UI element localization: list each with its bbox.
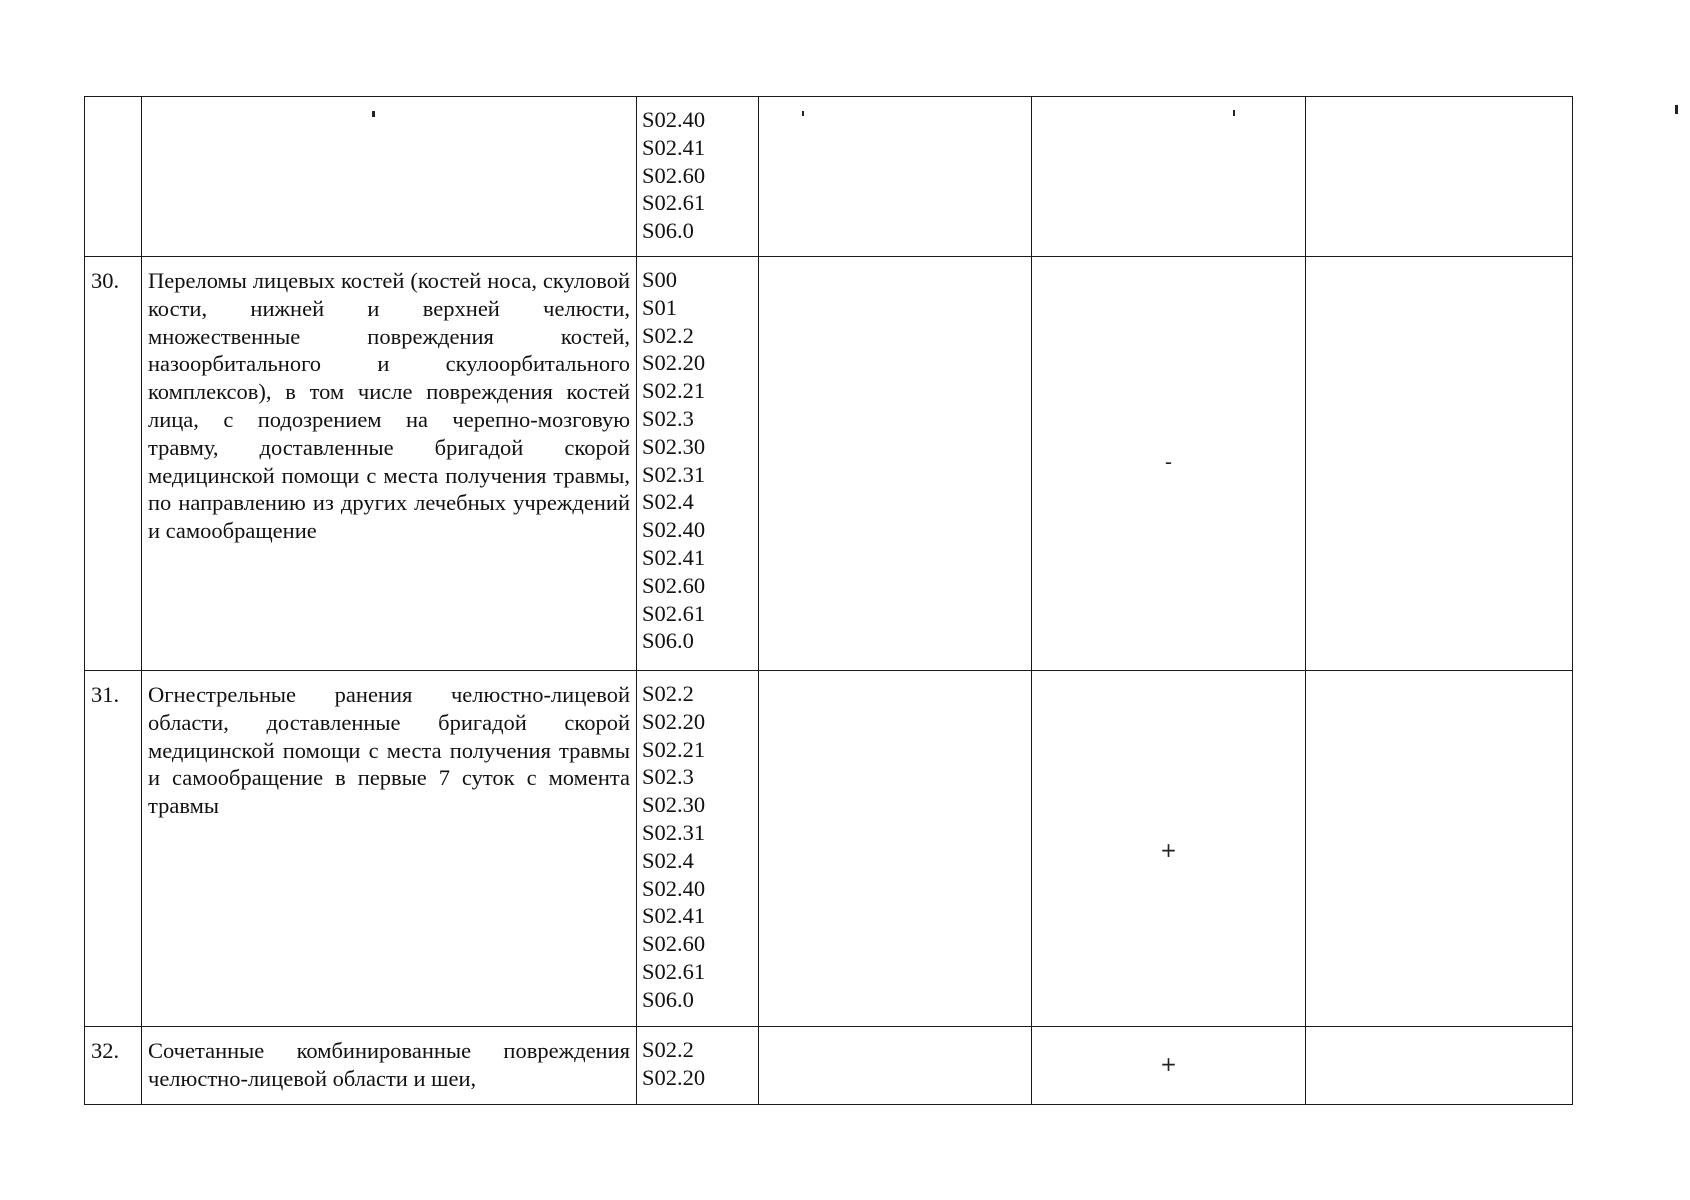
icd-code: S02.60 (642, 572, 706, 598)
icd-code: S02.3 (642, 405, 694, 431)
scan-speck (802, 111, 804, 116)
icd-code: S02.40 (642, 875, 706, 901)
icd-code: S02.2 (642, 681, 694, 706)
table-row (85, 671, 1573, 1027)
icd-code: S02.61 (642, 600, 706, 626)
row-number: 31. (85, 671, 142, 1027)
scan-speck (1233, 110, 1235, 116)
row-description: Переломы лицевых костей (костей носа, скуловой кости, нижней и верхней челюсти, множественные повреждения костей, назоорбитального и скулоорбитального комплексов), в том числе повреждения костей лица, с подозрением на черепно-мозговую травму, доставленные бригадой скорой медицинской помощи с места получения травмы, по направлению из других лечебных учреждений и самообращение (142, 257, 637, 671)
icd-code: S02.4 (642, 847, 694, 873)
row-description: Огнестрельные ранения челюстно-лицевой области, доставленные бригадой скорой медицинской помощи с места получения травмы и самообращение в первые 7 суток с момента травмы (142, 671, 637, 1027)
icd-code: S02.4 (642, 489, 694, 515)
icd-codes-cell (637, 97, 759, 257)
icd-codes-cell (637, 1027, 759, 1105)
row-description: Сочетанные комбинированные повреждения челюстно-лицевой области и шеи, (142, 1027, 637, 1105)
icd-code: S02.20 (642, 708, 706, 734)
icd-code: S02.3 (642, 764, 694, 790)
plus-mark: + (1160, 838, 1177, 862)
row-description (142, 97, 637, 257)
icd-code: S02.41 (642, 544, 706, 570)
icd-code: S02.61 (642, 958, 706, 984)
empty-cell (759, 257, 1032, 671)
icd-code: S01 (642, 294, 678, 320)
medical-criteria-table (84, 96, 1573, 1105)
empty-cell (759, 1027, 1032, 1105)
empty-cell (759, 97, 1032, 257)
icd-code: S02.30 (642, 433, 706, 459)
mark-cell (1032, 1027, 1306, 1105)
icd-code: S02.2 (642, 322, 694, 348)
empty-cell (1306, 671, 1573, 1027)
minus-mark: - (1164, 450, 1173, 474)
icd-code: S02.40 (642, 517, 706, 543)
icd-codes-cell (637, 257, 759, 671)
row-number (85, 97, 142, 257)
icd-code: S02.30 (642, 792, 706, 818)
scan-speck (372, 111, 375, 117)
icd-code: S06.0 (642, 986, 694, 1012)
icd-code: S02.60 (642, 162, 706, 188)
icd-code: S02.40 (642, 107, 706, 132)
icd-code: S02.20 (642, 1064, 706, 1090)
table-row (85, 257, 1573, 671)
icd-code: S02.60 (642, 931, 706, 957)
mark-cell (1032, 671, 1306, 1027)
icd-code: S06.0 (642, 218, 694, 244)
icd-code: S02.31 (642, 819, 706, 845)
empty-cell (1306, 257, 1573, 671)
plus-mark: + (1160, 1052, 1177, 1076)
row-number: 30. (85, 257, 142, 671)
scan-speck (1675, 105, 1678, 114)
icd-code: S00 (642, 267, 678, 292)
mark-cell (1032, 257, 1306, 671)
icd-code: S02.41 (642, 903, 706, 929)
icd-code: S02.41 (642, 134, 706, 160)
empty-cell (759, 671, 1032, 1027)
table-row (85, 1027, 1573, 1105)
icd-codes-cell (637, 671, 759, 1027)
icd-code: S02.21 (642, 378, 706, 404)
empty-cell (1306, 97, 1573, 257)
icd-code: S02.31 (642, 461, 706, 487)
empty-cell (1306, 1027, 1573, 1105)
icd-code: S02.21 (642, 736, 706, 762)
icd-code: S02.2 (642, 1037, 694, 1062)
icd-code: S06.0 (642, 628, 694, 654)
row-number: 32. (85, 1027, 142, 1105)
icd-code: S02.61 (642, 190, 706, 216)
icd-code: S02.20 (642, 350, 706, 376)
mark-cell (1032, 97, 1306, 257)
table-row (85, 97, 1573, 257)
